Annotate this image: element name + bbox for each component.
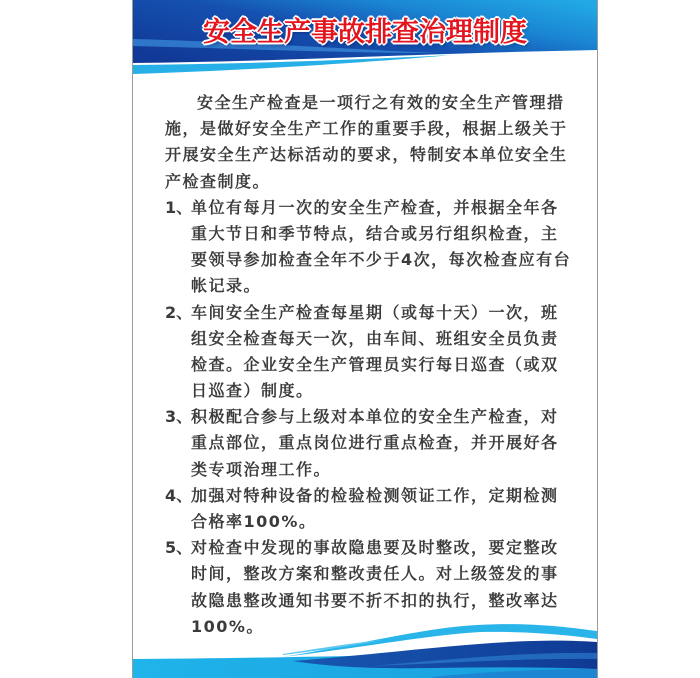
item-number: 3、: [165, 407, 193, 427]
item-number: 5、: [165, 538, 193, 558]
item-line: 故隐患整改通知书要不折不扣的执行，整改率达: [191, 590, 559, 610]
item-line: 对检查中发现的事故隐患要及时整改，要定整改: [191, 538, 559, 558]
item-line: 重点部位，重点岗位进行重点检查，并开展好各: [191, 433, 559, 453]
safety-poster: [132, 0, 598, 678]
item-line: 组安全检查每天一次，由车间、班组安全员负责: [191, 328, 559, 348]
intro-paragraph: [165, 90, 590, 195]
item-line: 积极配合参与上级对本单位的安全生产检查，对: [191, 407, 559, 427]
item-line: 单位有每月一次的安全生产检查，并根据全年各: [191, 197, 559, 217]
rule-item-1: [165, 195, 590, 300]
rule-item-3: [165, 404, 590, 483]
item-line: 100%。: [191, 616, 264, 636]
item-line: 类专项治理工作。: [191, 459, 332, 479]
intro-line: 施，是做好安全生产工作的重要手段，根据上级关于: [165, 119, 568, 139]
poster-body: [165, 90, 590, 640]
item-line: 合格率100%。: [191, 512, 317, 531]
item-line: 日巡查）制度。: [191, 381, 314, 401]
footer-wave-banner: [133, 600, 597, 678]
intro-line: 安全生产检查是一项行之有效的安全生产管理措: [197, 93, 565, 112]
item-line: 加强对特种设备的检验检测领证工作，定期检测: [191, 485, 559, 505]
item-number: 4、: [165, 485, 193, 505]
poster-title: 安全生产事故排查治理制度: [203, 17, 527, 48]
item-line: 车间安全生产检查每星期（或每十天）一次，班: [191, 302, 559, 322]
intro-line: 开展安全生产达标活动的要求，特制安本单位安全生: [165, 145, 568, 165]
item-number: 2、: [165, 302, 193, 322]
rule-item-2: [165, 300, 590, 405]
intro-line: 产检查制度。: [165, 171, 271, 191]
rule-item-4: [165, 483, 590, 535]
item-line: 检查。企业安全生产管理员实行每日巡查（或双: [191, 354, 559, 374]
item-line: 时间，整改方案和整改责任人。对上级签发的事: [191, 564, 559, 584]
item-line: 帐记录。: [191, 276, 262, 296]
item-line: 重大节日和季节特点，结合或另行组织检查，主: [191, 223, 559, 243]
item-line: 要领导参加检查全年不少于4次，每次检查应有台: [191, 250, 572, 270]
item-number: 1、: [165, 197, 193, 217]
